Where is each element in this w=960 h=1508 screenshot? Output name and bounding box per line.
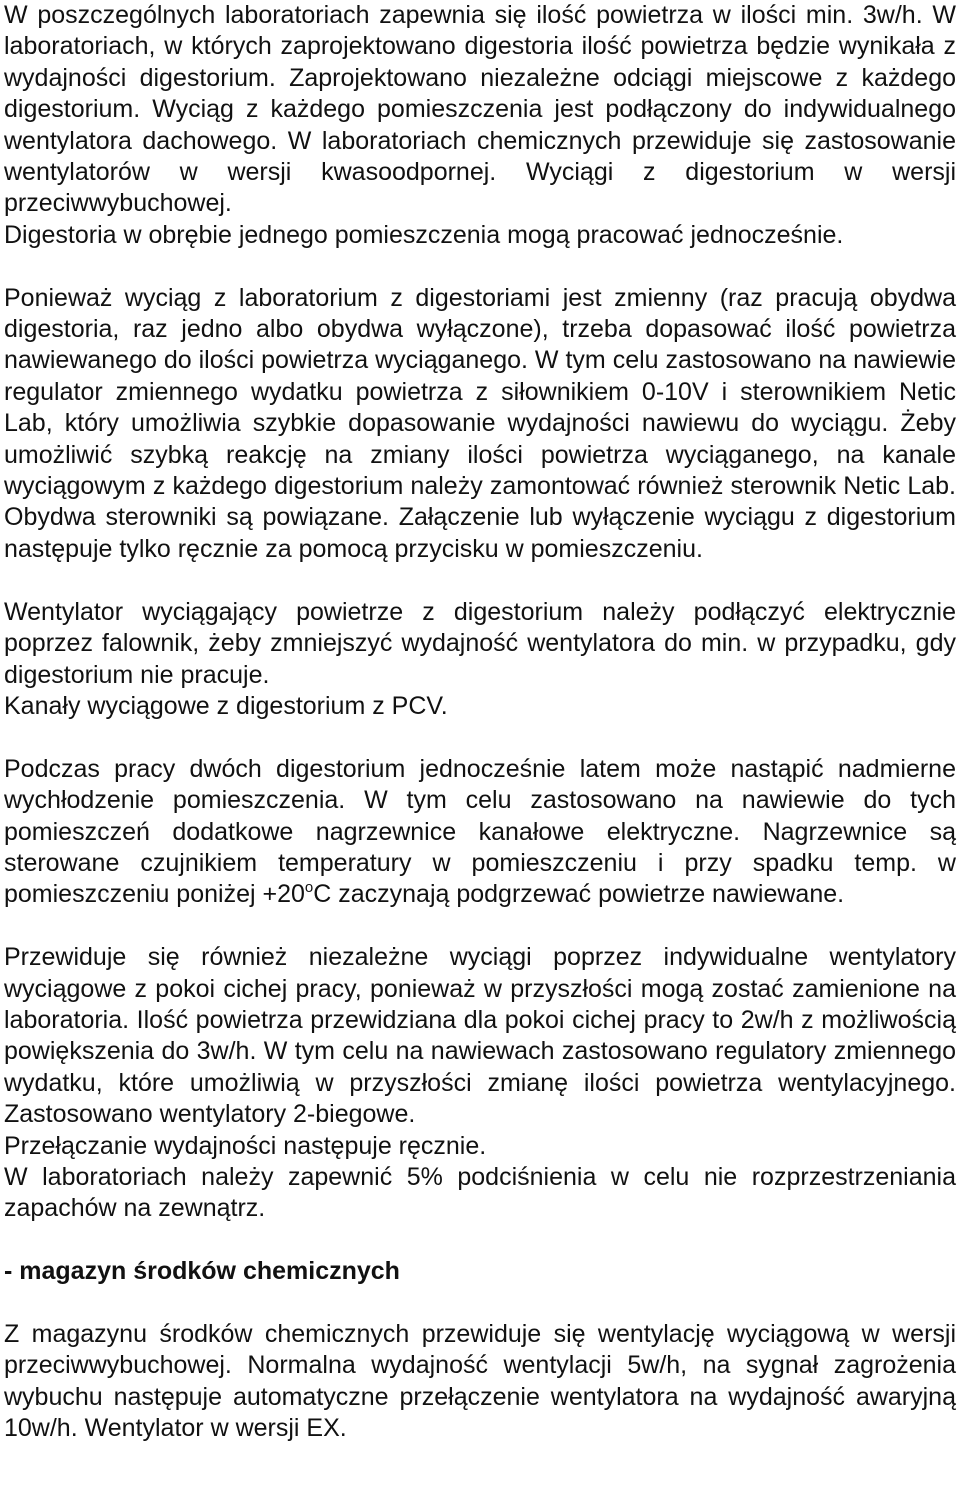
paragraph-pvc-ducts: Kanały wyciągowe z digestorium z PCV. (4, 691, 448, 720)
paragraph-manual-switching: Przełączanie wydajności następuje ręcznie. (4, 1131, 487, 1160)
paragraph-negative-pressure: W laboratoriach należy zapewnić 5% podciśnienia w celu nie rozprzestrzeniania zapachów na zewnątrz. (4, 1162, 956, 1223)
heaters-text-end: C zaczynają podgrzewać powietrze nawiewane. (313, 880, 845, 909)
spacer (4, 722, 956, 753)
heaters-text: Podczas pracy dwóch digestorium jednocześnie latem może nastąpić nadmierne wychłodzenie pomieszczenia. W tym celu zastosowano na nawiewie do tych pomieszczeń dodatkowe nagrzewnice kanałowe elektryczne. Nagrzewnice są sterowane czujnikiem temperatury w pomieszczeniu i przy spadku temp. w pomieszczeniu poniżej +20 (4, 754, 956, 909)
paragraph-quiet-rooms-exhaust: Przewiduje się również niezależne wyciągi poprzez indywidualne wentylatory wyciągowe z pokoi cichej pracy, ponieważ w przyszłości mogą zostać zamienione na laboratoria. Ilość powietrza przewidziana dla pokoi cichej pracy to 2w/h z możliwością powiększenia do 3w/h. W tym celu na nawiewach zastosowano regulatory zmiennego wydatku, które umożliwią w przyszłości zmianę ilości powietrza wentylacyjnego. Zastosowano wentylatory 2-biegowe. (4, 943, 956, 1129)
spacer (4, 911, 956, 942)
section-heading-chemical-storage: - magazyn środków chemicznych (4, 1257, 400, 1286)
paragraph-variable-exhaust-control: Ponieważ wyciąg z laboratorium z digestoriami jest zmienny (raz pracują obydwa digestoria, raz jedno albo obydwa wyłączone), trzeba dopasować ilość powietrza nawiewanego do ilości powietrza wyciąganego. W tym celu zastosowano na nawiewie regulator zmiennego wydatku powietrza z siłownikiem 0-10V i sterownikiem Netic Lab, który umożliwia szybkie dopasowanie wydajności nawiewu do wyciągu. Żeby umożliwić szybką reakcję na zmiany ilości powietrza wyciąganego, na kanale wyciągowym z każdego digestorium należy zamontować również sterownik Netic Lab. Obydwa sterowniki są powiązane. Załączenie lub wyłączenie wyciągu z digestorium następuje tylko ręcznie za pomocą przycisku w pomieszczeniu. (4, 283, 956, 563)
spacer (4, 251, 956, 282)
spacer (4, 565, 956, 596)
paragraph-fume-hoods-simultaneous: Digestoria w obrębie jednego pomieszczenia mogą pracować jednocześnie. (4, 220, 844, 249)
spacer (4, 1288, 956, 1319)
degree-superscript: o (304, 879, 314, 897)
paragraph-chemical-storage-ventilation: Z magazynu środków chemicznych przewiduje się wentylację wyciągową w wersji przeciwwybuchowej. Normalna wydajność wentylacji 5w/h, na sygnał zagrożenia wybuchu następuje automatyczne przełączenie wentylatora na wydajność awaryjną 10w/h. Wentylator w wersji EX. (4, 1319, 956, 1443)
paragraph-fan-inverter: Wentylator wyciągający powietrze z digestorium należy podłączyć elektrycznie poprzez falownik, żeby zmniejszyć wydajność wentylatora do min. w przypadku, gdy digestorium nie pracuje. (4, 597, 956, 689)
paragraph-air-supply-laboratories: W poszczególnych laboratoriach zapewnia się ilość powietrza w ilości min. 3w/h. W laboratoriach, w których zaprojektowano digestoria ilość powietrza będzie wynikała z wydajności digestorium. Zaprojektowano niezależne odciągi miejscowe z każdego digestorium. Wyciąg z każdego pomieszczenia jest podłączony do indywidualnego wentylatora dachowego. W laboratoriach chemicznych przewiduje się zastosowanie wentylatorów w wersji kwasoodpornej. Wyciągi z digestorium w wersji przeciwwybuchowej. (4, 1, 956, 218)
paragraph-electric-heaters (4, 754, 956, 911)
spacer (4, 1225, 956, 1256)
